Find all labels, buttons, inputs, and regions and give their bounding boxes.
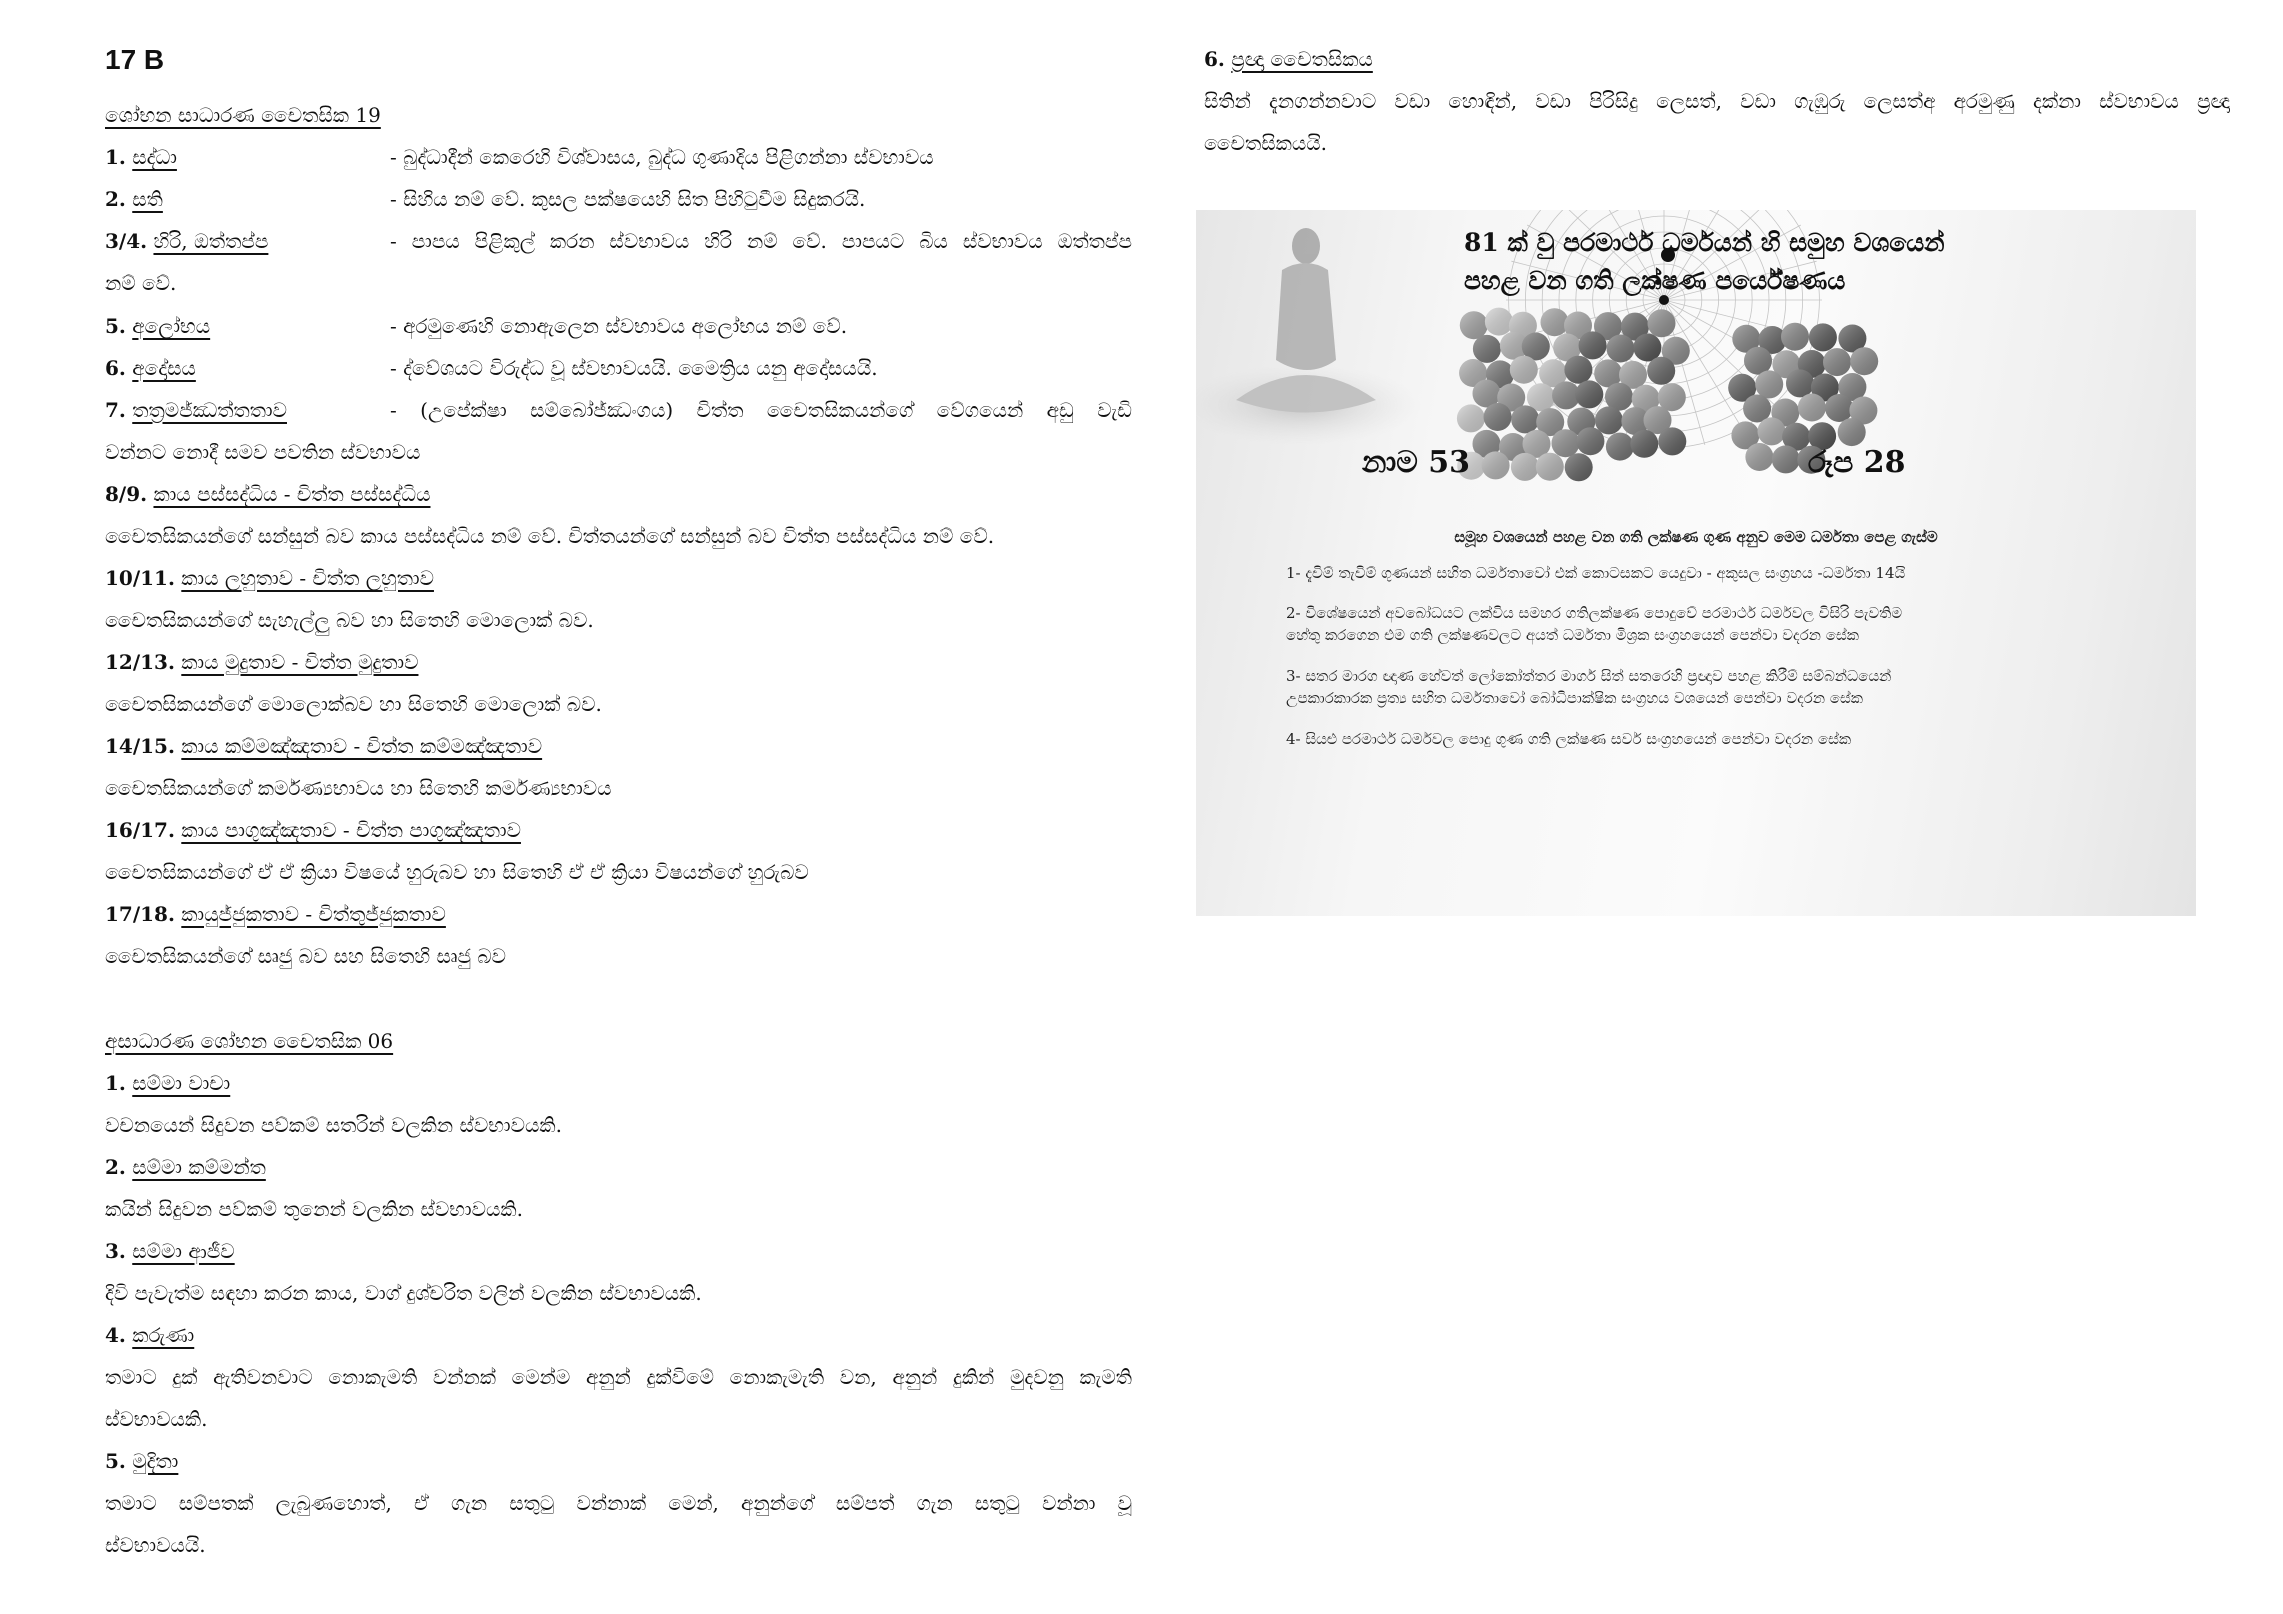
item-description-continued: ස්වභාවයයි. (105, 1533, 206, 1557)
nama-circle-shade (1541, 308, 1569, 336)
nama-circle-shade (1575, 380, 1603, 408)
nama-circle-shade (1564, 356, 1592, 384)
item-number: 1. (105, 1071, 126, 1095)
pair-term: කාය මුදුතාව - චිත්ත මුදුතාව (181, 650, 419, 674)
item-definition: - ද්වේශයට විරුද්ධ වූ ස්වභාවයයි. මෛත්‍රිය යනු අදෝසයයි. (390, 356, 878, 380)
item-term: මුදිතා (132, 1449, 179, 1473)
pair-description: චෛතසිකයන්ගේ සැහැල්ලු බව හා සිතෙහි මොලොක් බව. (105, 608, 594, 632)
item-number: 6. (1204, 47, 1225, 71)
item-number: 6. (105, 356, 126, 380)
item-definition: - (උපේක්ෂා සම්බෝජ්ඣංගය) චිත්ත චෛතසිකයන්ගේ වේගයෙන් අඩු වැඩි (390, 398, 1132, 422)
nama-circle-shade (1630, 430, 1658, 458)
list-item (105, 1152, 266, 1182)
nama-circle-shade (1658, 427, 1686, 455)
item-number: 3/4. (105, 229, 148, 253)
nama-circle-shade (1647, 357, 1675, 385)
item-term: අදෝසය (132, 356, 196, 380)
right-item-heading (1204, 44, 1373, 74)
item-number: 4. (105, 1323, 126, 1347)
pair-description: චෛතසිකයන්ගේ මොලොක්බව හා සිතෙහි මොලොක් බව. (105, 692, 602, 716)
item-description: දිවි පැවැත්ම සඳහා කරන කාය, වාග් දුශ්චරිත වලින් වලකින ස්වභාවයකි. (105, 1281, 702, 1305)
rupa-circle-shade (1786, 369, 1814, 397)
figure-title-line-1: 81 ක් වු පරමාර්ථ ධර්මයන් හි සමුහ වශයෙන් (1464, 228, 1945, 257)
nama-circle-shade (1511, 405, 1539, 433)
figure-point (1286, 665, 1891, 709)
item-description: තමාට සම්පතක් ලැබුණහොත්, ඒ ගැන සතුටු වන්නාක් මෙන්, අනුන්ගේ සම්පත් ගැන සතුටු වන්නා වූ (105, 1491, 1132, 1515)
point-line: 2- විශේෂයෙන් අවබෝධයට ලක්විය සමහර ගතිලක්ෂණ පොදුවේ පරමාර්ථ ධර්මවල විසිරි පැවතිම (1286, 604, 1903, 622)
item-number: 5. (105, 1449, 126, 1473)
pair-description: චෛතසිකයන්ගේ සෘජු බව සහ සිතෙහි සෘජු බව (105, 944, 507, 968)
item-term: සද්ධා (132, 145, 177, 169)
item-description-continued: චෛතසිකයයි. (1204, 131, 1328, 155)
item-description: තමාට දුක් ඇතිවනවාට නොකැමති වන්නක් මෙන්ම අනුන් දුක්විමේ නොකැමැති වන, අනුන් දුකින් මුදවනු කැමති (105, 1365, 1132, 1389)
rupa-circle-shade (1825, 394, 1853, 422)
list-item (105, 311, 210, 341)
pair-term: කාය පස්සද්ධිය - චිත්ත පස්සද්ධිය (153, 482, 431, 506)
nama-circle-shade (1606, 433, 1634, 461)
figure-point (1286, 562, 1905, 584)
rupa-circle-shade (1745, 443, 1773, 471)
list-item (105, 353, 196, 383)
pair-term: කාය කම්මඤ්ඤතාව - චිත්ත කම්මඤ්ඤතාව (181, 734, 543, 758)
list-item (105, 1320, 194, 1350)
nama-circle-shade (1648, 309, 1676, 337)
buddha-figure-icon (1196, 228, 1421, 445)
nama-count-label: නාම 53 (1362, 445, 1470, 480)
nama-circle-shade (1510, 356, 1538, 384)
pair-number: 17/18. (105, 902, 175, 926)
rupa-circle-shade (1838, 418, 1866, 446)
rupa-circle-shade (1758, 417, 1786, 445)
nama-circle-shade (1552, 429, 1580, 457)
item-definition: - බුද්ධාදීන් කෙරෙහි විශ්වාසය, බුද්ධ ගුණාදිය පිළිගන්නා ස්වභාවය (390, 145, 934, 169)
nama-circle-shade (1457, 404, 1485, 432)
nama-circle-shade (1482, 451, 1510, 479)
nama-circle-shade (1576, 427, 1604, 455)
item-definition: - සිහිය නම් වේ. කුසල පක්ෂයෙහි සිත පිහිටුවීම සිදුකරයි. (390, 187, 866, 211)
nama-circle-shade (1511, 453, 1539, 481)
pair-heading (105, 815, 521, 845)
point-line: 3- සතර මාරග ඥාණ හේවත් ලෝකෝත්තර මාර්ග සිත් සතරෙහි ප්‍රඥාව පහළ කිරීම් සම්බන්ධයෙන් (1286, 667, 1892, 685)
nama-circle-shade (1607, 335, 1635, 363)
item-term: හිරි, ඔත්තප්ප (153, 229, 269, 253)
heading-text: ශෝභන සාධාරණ චෛතසික 19 (105, 103, 381, 127)
list-item (105, 1236, 235, 1266)
item-number: 2. (105, 1155, 126, 1179)
item-term: සම්මා කම්මන්ත (132, 1155, 266, 1179)
rupa-circle-shade (1823, 348, 1851, 376)
pair-number: 16/17. (105, 818, 175, 842)
item-term: කරුණා (132, 1323, 195, 1347)
pair-heading (105, 899, 446, 929)
nama-circle-shade (1460, 311, 1488, 339)
list-item (105, 1446, 178, 1476)
pair-number: 12/13. (105, 650, 175, 674)
item-definition: - පාපය පිළිකුල් කරන ස්වභාවය හිරි නම් වේ. පාපයට බිය ස්වභාවය ඔත්තප්ප (390, 229, 1132, 253)
rupa-circle-shade (1772, 445, 1800, 473)
rupa-circle-shade (1755, 370, 1783, 398)
nama-circle-shade (1579, 331, 1607, 359)
rupa-circle-shade (1850, 347, 1878, 375)
figure-point (1286, 728, 1851, 750)
item-term: අලෝභය (132, 314, 211, 338)
rupa-circle-shade (1781, 323, 1809, 351)
item-number: 7. (105, 398, 126, 422)
section-heading-common-beautiful (105, 100, 381, 130)
item-term: තත්‍රමජ්ඣත්තතාව (132, 398, 287, 422)
page-label: 17 B (105, 44, 165, 75)
rupa-circle-shade (1798, 394, 1826, 422)
list-item (105, 1068, 230, 1098)
rupa-count-label: රූප 28 (1808, 445, 1906, 480)
nama-circle-shade (1633, 334, 1661, 362)
nama-circle-shade (1484, 403, 1512, 431)
pair-term: කාය පාගුඤ්ඤතාව - චිත්ත පාගුඤ්ඤතාව (181, 818, 521, 842)
pair-description: චෛතසිකයන්ගේ සන්සුන් බව කාය පස්සද්ධිය නම් වේ. චිත්තයන්ගේ සන්සුන් බව චිත්ත පස්සද්ධිය නම් වේ. (105, 524, 995, 548)
heading-text: අසාධාරණ ශෝභන චෛතසික 06 (105, 1029, 394, 1053)
item-number: 5. (105, 314, 126, 338)
pair-term: කායුජ්ජුකතාව - චිත්තුජ්ජුකතාව (181, 902, 446, 926)
pair-number: 14/15. (105, 734, 175, 758)
pair-heading (105, 563, 434, 593)
figure-point (1286, 602, 1902, 646)
item-term: සති (132, 187, 163, 211)
item-number: 2. (105, 187, 126, 211)
item-number: 1. (105, 145, 126, 169)
pair-number: 10/11. (105, 566, 175, 590)
item-description: වචනයෙන් සිදුවන පව්කම් සතරින් වලකින ස්වභාවයකි. (105, 1113, 562, 1137)
list-item (105, 142, 177, 172)
point-line: උපකාරකාරක ප්‍රත්‍ය සහිත ධර්මතාවෝ බෝධිපාක්ෂික සංග්‍රහය වශයෙන් පෙන්වා වදරන සේක (1286, 689, 1863, 707)
item-definition: - අරමුණෙහි නොඇලෙන ස්වභාවය අලෝභය නම් වේ. (390, 314, 848, 338)
list-item (105, 226, 268, 256)
section-heading-uncommon-beautiful (105, 1026, 393, 1056)
pair-term: කාය ලහුතාව - චිත්ත ලහුතාව (181, 566, 434, 590)
list-item (105, 184, 163, 214)
point-line: 4- සියළු පරමාර්ථ ධර්මවල පොදු ගුණ ගති ලක්ෂණ සර්ව සංග්‍රහයෙන් පෙන්වා වදරන සේක (1286, 730, 1852, 748)
item-term: ප්‍රඥා චෛතසිකය (1231, 47, 1373, 71)
pair-description: චෛතසිකයන්ගේ ඒ ඒ ක්‍රියා විෂයේ හුරුබව හා සිතෙහි ඒ ඒ ක්‍රියා විෂයන්ගේ හුරුබව (105, 860, 809, 884)
item-description: කයින් සිදුවන පව්කම් තුනෙන් වලකින ස්වභාවයකි. (105, 1197, 523, 1221)
figure-title-line-2: පහළ වන ගති ලක්ෂණ පර්යේෂණය (1464, 266, 1846, 295)
nama-circle-shade (1485, 308, 1513, 336)
nama-circle-shade (1595, 406, 1623, 434)
nama-circle-shade (1565, 453, 1593, 481)
rupa-circle-shade (1809, 323, 1837, 351)
pair-heading (105, 479, 430, 509)
list-item (105, 395, 287, 425)
point-line: හේතු කරගෙන එම ගති ලක්ෂණවලට අයත් ධර්මතා මිශ්‍රක සංග්‍රහයෙන් පෙන්වා වදරන සේක (1286, 626, 1859, 644)
item-term: සම්මා වාචා (132, 1071, 231, 1095)
infographic-panel (1196, 210, 2196, 916)
pair-description: චෛතසිකයන්ගේ කර්මණ්‍යභාවය හා සිතෙහි කර්මණ්‍යභාවය (105, 776, 612, 800)
pair-heading (105, 731, 542, 761)
figure-subtitle: සමූහ වශයෙන් පහළ වන ගති ලක්ෂණ ගුණ අනුව මෙම ධර්මතා පෙළ ගැස්ම (1454, 528, 1938, 546)
item-description-continued: ස්වභාවයකි. (105, 1407, 208, 1431)
item-description: සිතින් දැනගන්නවාට වඩා හොඳින්, වඩා පිරිසිදු ලෙසත්, වඩා ගැඹුරු ලෙසත්අ අරමුණු දක්නා ස්වභාවය ප්‍රඥා (1204, 89, 2230, 113)
item-definition-continued: වන්නට නොදී සමව පවතින ස්වභාවය (105, 440, 421, 464)
item-number: 3. (105, 1239, 126, 1263)
nama-circle-shade (1536, 453, 1564, 481)
pair-number: 8/9. (105, 482, 148, 506)
nama-circle-shade (1473, 335, 1501, 363)
item-definition-continued: නම් වේ. (105, 271, 177, 295)
polar-dot (1659, 295, 1669, 305)
pair-heading (105, 647, 418, 677)
point-line: 1- දැවිම් තැවිම් ගුණයන් සහිත ධර්මතාවෝ එක් කොටසකට යෙදුවා - අකුසල සංග්‍රහය -ධර්මතා 14යි (1286, 564, 1906, 582)
item-term: සම්මා ආජීව (132, 1239, 235, 1263)
